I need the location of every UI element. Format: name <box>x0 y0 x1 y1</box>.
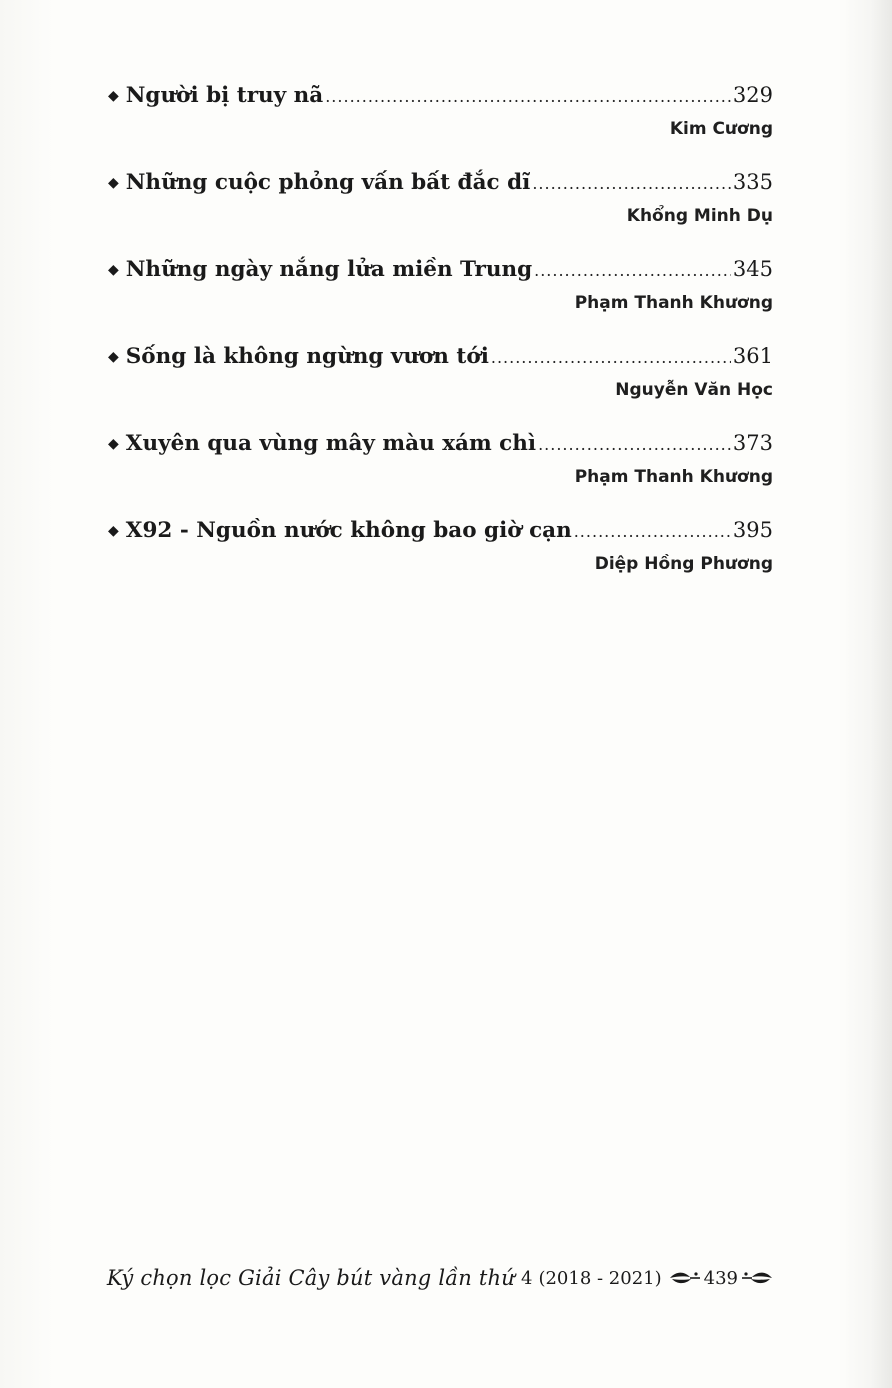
diamond-bullet-icon: ◆ <box>108 88 119 104</box>
toc-entry <box>108 513 773 600</box>
diamond-bullet-icon: ◆ <box>108 175 119 191</box>
toc-entry-author: Kim Cương <box>669 119 773 139</box>
toc-entry-page: 373 <box>732 431 773 455</box>
diamond-bullet-icon: ◆ <box>108 262 119 278</box>
footer-page-number: 439 <box>703 1267 738 1289</box>
page-footer <box>107 1266 774 1290</box>
leaf-ornament-icon <box>668 1270 702 1286</box>
toc-entry <box>108 252 773 339</box>
table-of-contents <box>108 78 773 600</box>
diamond-bullet-icon: ◆ <box>108 349 119 365</box>
toc-entry-author: Diệp Hồng Phương <box>594 554 773 574</box>
leaf-ornament-icon <box>740 1270 774 1286</box>
toc-entry-author: Phạm Thanh Khương <box>574 293 773 313</box>
footer-edition: 4 <box>521 1267 533 1289</box>
toc-entry-page: 329 <box>732 83 773 107</box>
toc-entry-author: Nguyễn Văn Học <box>615 380 773 400</box>
toc-entry-page: 395 <box>732 518 773 542</box>
toc-entry <box>108 165 773 252</box>
diamond-bullet-icon: ◆ <box>108 523 119 539</box>
toc-entry-author: Phạm Thanh Khương <box>574 467 773 487</box>
footer-book-title: Ký chọn lọc Giải Cây bút vàng lần thứ <box>106 1266 515 1290</box>
toc-entry-title: Những ngày nắng lửa miền Trung <box>125 257 533 282</box>
dot-leader <box>532 167 731 201</box>
dot-leader <box>534 254 731 288</box>
toc-entry <box>108 426 773 513</box>
dot-leader <box>538 428 731 462</box>
toc-entry-author: Khổng Minh Dụ <box>626 206 773 226</box>
page-edge-shadow <box>870 0 892 1388</box>
dot-leader <box>325 80 731 114</box>
dot-leader <box>491 341 731 375</box>
toc-entry-title: Xuyên qua vùng mây màu xám chì <box>125 431 537 456</box>
toc-entry-page: 361 <box>732 344 773 368</box>
dot-leader <box>574 515 731 549</box>
toc-entry-title: X92 - Nguồn nước không bao giờ cạn <box>125 518 572 543</box>
toc-entry-page: 345 <box>732 257 773 281</box>
toc-entry-page: 335 <box>732 170 773 194</box>
diamond-bullet-icon: ◆ <box>108 436 119 452</box>
footer-years: (2018 - 2021) <box>538 1267 662 1289</box>
toc-entry-title: Những cuộc phỏng vấn bất đắc dĩ <box>125 170 531 195</box>
toc-entry <box>108 339 773 426</box>
toc-entry <box>108 78 773 165</box>
toc-entry-title: Sống là không ngừng vươn tới <box>125 344 489 369</box>
toc-entry-title: Người bị truy nã <box>125 83 324 108</box>
